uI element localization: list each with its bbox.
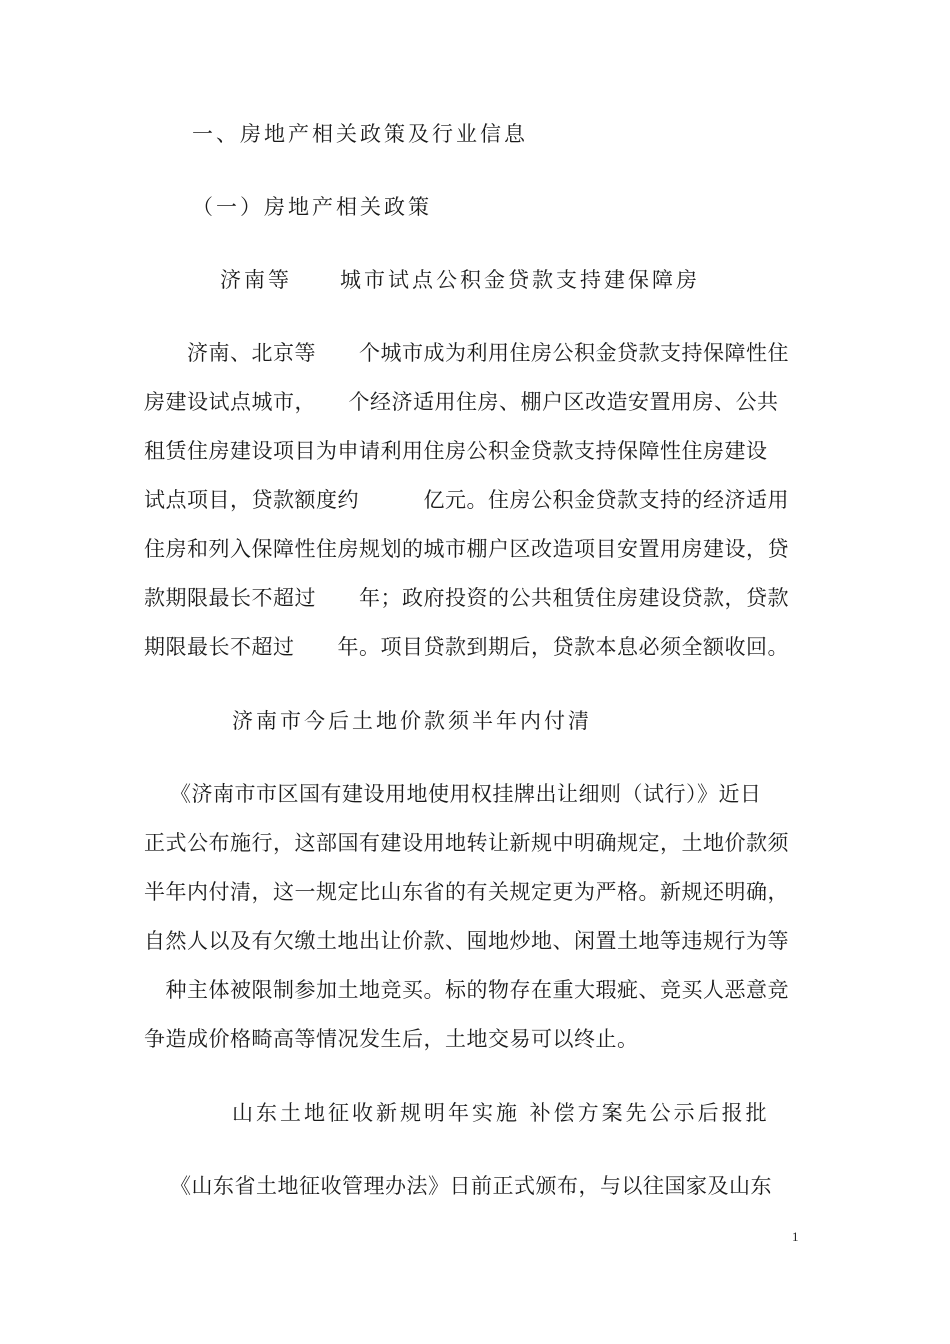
- article-body-line: 试点项目，贷款额度约 亿元。住房公积金贷款支持的经济适用: [144, 488, 789, 512]
- article-body-line: 《济南市市区国有建设用地使用权挂牌出让细则（试行）》近日: [170, 782, 762, 806]
- article-body-line: 《山东省土地征收管理办法》日前正式颁布，与以往国家及山东: [170, 1174, 772, 1198]
- article-title: 山东土地征收新规明年实施 补偿方案先公示后报批: [232, 1101, 770, 1125]
- article-body-line: 争造成价格畸高等情况发生后，土地交易可以终止。: [144, 1027, 639, 1051]
- article-title: 济南等 城市试点公积金贷款支持建保障房: [220, 268, 700, 292]
- article-body-line: 种主体被限制参加土地竞买。标的物存在重大瑕疵、竞买人恶意竞: [144, 978, 789, 1002]
- page-number: 1: [792, 1229, 799, 1244]
- article-body-line: 半年内付清，这一规定比山东省的有关规定更为严格。新规还明确，: [144, 880, 789, 904]
- article-body-line: 自然人以及有欠缴土地出让价款、囤地炒地、闲置土地等违规行为等: [144, 929, 789, 953]
- article-body-line: 租赁住房建设项目为申请利用住房公积金贷款支持保障性住房建设: [144, 439, 768, 463]
- article-body-line: 济南、北京等 个城市成为利用住房公积金贷款支持保障性住: [187, 341, 789, 365]
- section-title: 一、房地产相关政策及行业信息: [192, 122, 528, 146]
- subsection-title: （一）房地产相关政策: [192, 195, 432, 219]
- article-body-line: 正式公布施行，这部国有建设用地转让新规中明确规定，土地价款须: [144, 831, 789, 855]
- article-title: 济南市今后土地价款须半年内付清: [232, 709, 592, 733]
- article-body-line: 住房和列入保障性住房规划的城市棚户区改造项目安置用房建设，贷: [144, 537, 789, 561]
- article-body-line: 期限最长不超过 年。项目贷款到期后，贷款本息必须全额收回。: [144, 635, 789, 659]
- article-body-line: 款期限最长不超过 年；政府投资的公共租赁住房建设贷款，贷款: [144, 586, 789, 610]
- article-body-line: 房建设试点城市， 个经济适用住房、棚户区改造安置用房、公共: [144, 390, 779, 414]
